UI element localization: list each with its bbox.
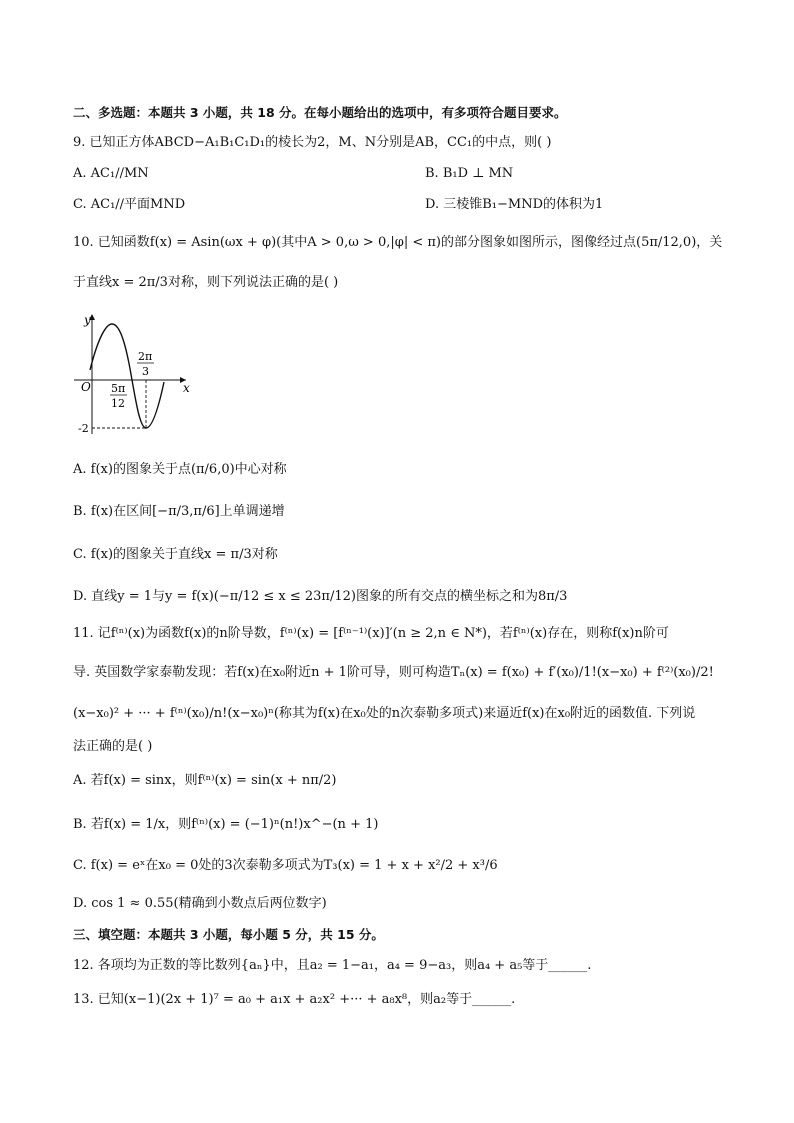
q9-options-row2 [73,196,734,214]
q10-function-graph [70,310,200,440]
x-label: x [183,381,190,395]
q10-stem-line2: 于直线x = 2π/3对称，则下列说法正确的是( ) [73,275,339,290]
q11-line4: 法正确的是( ) [73,739,153,754]
y-label: y [84,313,91,327]
q11-line1: 11. 记f⁽ⁿ⁾(x)为函数f(x)的n阶导数，f⁽ⁿ⁾(x) = [f⁽ⁿ⁻¹⁾(x)]′(n ≥ 2,n ∈ N*)，若f⁽ⁿ⁾(x)存在，则称f(x)n阶可 [73,626,669,641]
q9-option-a: A. AC₁//MN [73,166,149,181]
q10-option-c: C. f(x)的图象关于直线x = π/3对称 [73,547,278,562]
min-value-label: -2 [78,422,89,435]
origin-label: O [81,380,91,394]
q11-option-c: C. f(x) = eˣ在x₀ = 0处的3次泰勒多项式为T₃(x) = 1 + x + x²/2 + x³/6 [73,858,498,873]
q10-option-d: D. 直线y = 1与y = f(x)(−π/12 ≤ x ≤ 23π/12)图象的所有交点的横坐标之和为8π/3 [73,589,568,604]
q11-line2: 导. 英国数学家泰勒发现：若f(x)在x₀附近n + 1阶可导，则可构造Tₙ(x) = f(x₀) + f′(x₀)/1!(x−x₀) + f⁽²⁾(x₀)/2! [73,665,714,680]
sine-curve [90,324,164,428]
q11-line3: (x−x₀)² + ··· + f⁽ⁿ⁾(x₀)/n!(x−x₀)ⁿ(称其为f(x)在x₀处的n次泰勒多项式)来逼近f(x)在x₀附近的函数值. 下列说 [73,706,696,721]
q9-option-d: D. 三棱锥B₁−MND的体积为1 [425,197,604,212]
q11-option-b: B. 若f(x) = 1/x，则f⁽ⁿ⁾(x) = (−1)ⁿ(n!)x^−(n + 1) [73,817,379,832]
q9-option-c: C. AC₁//平面MND [73,197,186,212]
q12-text: 12. 各项均为正数的等比数列{aₙ}中，且a₂ = 1−a₁，a₄ = 9−a₃，则a₄ + a₅等于______. [73,958,592,973]
q9-option-b: B. B₁D ⊥ MN [425,166,514,181]
q10-option-b: B. f(x)在区间[−π/3,π/6]上单调递增 [73,504,285,519]
q9-stem: 9. 已知正方体ABCD−A₁B₁C₁D₁的棱长为2，M、N分别是AB，CC₁的中点，则( ) [73,135,552,150]
q13-text: 13. 已知(x−1)(2x + 1)⁷ = a₀ + a₁x + a₂x² +··· + a₈x⁸，则a₂等于______. [73,992,516,1007]
q10-option-a: A. f(x)的图象关于点(π/6,0)中心对称 [73,462,287,477]
q11-option-a: A. 若f(x) = sinx，则f⁽ⁿ⁾(x) = sin(x + nπ/2) [73,773,337,788]
section3-heading: 三、填空题：本题共 3 小题，每小题 5 分，共 15 分。 [73,927,384,942]
q10-stem-line1: 10. 已知函数f(x) = Asin(ωx + φ)(其中A > 0,ω > 0,|φ| < π)的部分图象如图所示，图像经过点(5π/12,0)，关 [73,235,723,250]
tick-5pi12-denominator: 12 [111,397,125,410]
tick-2pi3-numerator: 2π [138,350,153,363]
q11-option-d: D. cos 1 ≈ 0.55(精确到小数点后两位数字) [73,896,327,911]
q9-options-row1 [73,165,734,183]
section2-heading: 二、多选题：本题共 3 小题，共 18 分。在每小题给出的选项中，有多项符合题目要求。 [73,105,567,120]
tick-2pi3-denominator: 3 [142,365,149,378]
tick-5pi12-numerator: 5π [111,382,126,395]
